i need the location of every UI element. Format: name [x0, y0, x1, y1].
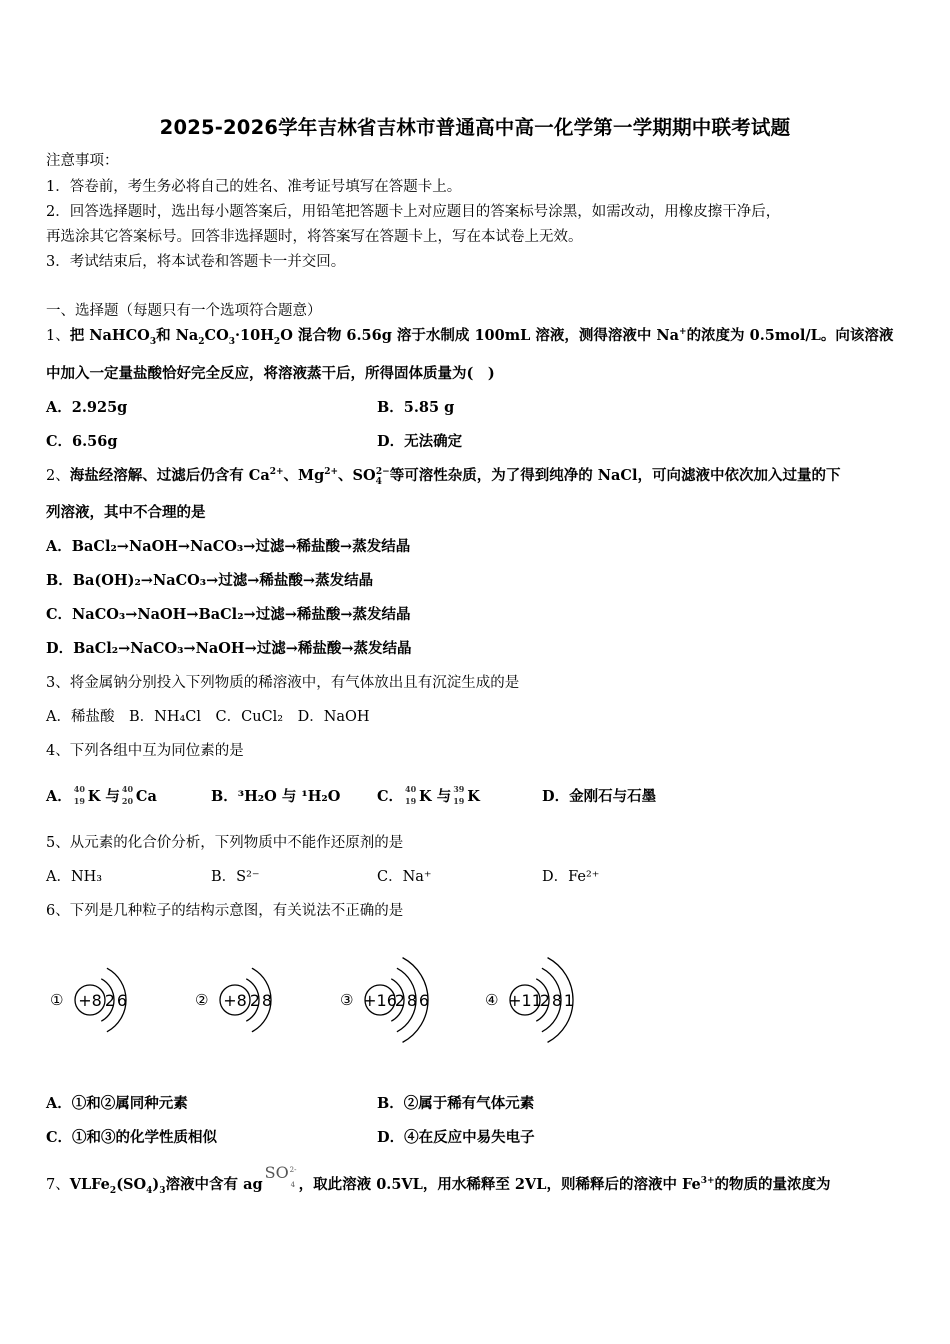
atom-label: ③	[340, 991, 354, 1009]
atomic-number: 19	[453, 796, 465, 806]
question-6-stem	[46, 902, 403, 920]
shell-electron-count: 8	[261, 991, 273, 1010]
q7-text: )	[152, 1176, 160, 1193]
shell-electron-count: 6	[418, 991, 430, 1010]
q2-text: 海盐经溶解、过滤后仍含有 Ca	[69, 467, 270, 484]
q2-option-d[interactable]: D．BaCl₂→NaCO₃→NaOH→过滤→稀盐酸→蒸发结晶	[46, 640, 412, 657]
q7-text: 溶液中含有 ag	[165, 1176, 263, 1193]
question-1-stem-cont: 中加入一定量盐酸恰好完全反应，将溶液蒸干后，所得固体质量为( )	[46, 365, 495, 382]
q1-sub: 2	[273, 336, 281, 347]
q7-sub: 2	[109, 1185, 117, 1196]
shell-electron-count: 1	[563, 991, 575, 1010]
q6-text: 下列是几种粒子的结构示意图，有关说法不正确的是	[69, 903, 404, 919]
notice-item: 3．考试结束后，将本试卷和答题卡一并交回。	[46, 254, 346, 270]
mass-number: 40	[73, 784, 85, 794]
isotope-notation	[120, 784, 136, 806]
q1-text: CO	[204, 327, 229, 344]
nucleus-charge: +8	[78, 991, 102, 1010]
shell-electron-count: 6	[116, 991, 128, 1010]
q1-text: 把 NaHCO	[69, 327, 150, 344]
nucleus-charge: +8	[223, 991, 247, 1010]
option-text: K	[467, 788, 480, 805]
atom-diagram	[340, 958, 429, 1043]
q4-text: 下列各组中互为同位素的是	[69, 743, 244, 759]
atomic-number: 19	[405, 796, 417, 806]
q7-text: ，取此溶液 0.5VL，用水稀释至 2VL，则稀释后的溶液中 Fe	[298, 1176, 701, 1193]
shell-electron-count: 8	[406, 991, 418, 1010]
question-number: 3、	[46, 675, 70, 691]
atom-diagram	[485, 958, 574, 1043]
q4-option-b[interactable]: B．³H₂O 与 ¹H₂O	[211, 788, 341, 805]
q3-text: 将金属钠分别投入下列物质的稀溶液中，有气体放出且有沉淀生成的是	[69, 675, 520, 691]
atom-structure-diagrams	[40, 940, 620, 1060]
shell-electron-count: 2	[104, 991, 116, 1010]
q5-option-b[interactable]: B．S²⁻	[211, 869, 260, 885]
atomic-number: 19	[73, 796, 85, 806]
nucleus-charge: +16	[363, 991, 397, 1010]
q1-sub: 2	[198, 336, 205, 347]
question-3-stem	[46, 674, 519, 692]
q7-sub: 4	[146, 1185, 153, 1196]
isotope-notation	[451, 784, 467, 806]
shell-electron-count: 8	[551, 991, 563, 1010]
q1-sub: 3	[228, 336, 235, 347]
atom-label: ②	[195, 991, 209, 1009]
q2-text: 、SO	[338, 467, 376, 484]
q4-option-c[interactable]	[377, 784, 480, 806]
q5-option-d[interactable]: D．Fe²⁺	[542, 869, 600, 885]
atom-diagram	[50, 968, 127, 1032]
q2-option-c[interactable]: C．NaCO₃→NaOH→BaCl₂→过滤→稀盐酸→蒸发结晶	[46, 606, 411, 623]
question-2-stem	[46, 467, 840, 485]
q2-text: 、Mg	[283, 467, 325, 484]
atom-label: ④	[485, 991, 499, 1009]
q2-option-a[interactable]: A．BaCl₂→NaOH→NaCO₃→过滤→稀盐酸→蒸发结晶	[46, 538, 411, 555]
nucleus-charge: +11	[508, 991, 542, 1010]
q6-option-d[interactable]: D．④在反应中易失电子	[377, 1129, 535, 1146]
q1-text: 的浓度为 0.5mol/L。向该溶液	[686, 327, 894, 344]
q5-option-c[interactable]: C．Na⁺	[377, 869, 432, 885]
q7-text: (SO	[116, 1176, 147, 1193]
mass-number: 40	[405, 784, 417, 794]
q5-option-a[interactable]: A．NH₃	[46, 869, 103, 885]
isotope-notation	[72, 784, 88, 806]
question-number: 5、	[46, 835, 70, 851]
option-label: A．	[46, 788, 72, 805]
q7-text: 的物质的量浓度为	[714, 1176, 831, 1193]
option-label: C．	[377, 788, 404, 805]
q3-options[interactable]: A．稀盐酸 B．NH₄Cl C．CuCl₂ D．NaOH	[46, 709, 370, 725]
q4-option-d[interactable]: D．金刚石与石墨	[542, 788, 657, 805]
q2-sup: 2+	[269, 467, 284, 478]
question-number: 7、	[46, 1177, 70, 1193]
ion-charge: 2-	[289, 1166, 297, 1174]
question-2-stem-cont: 列溶液，其中不合理的是	[46, 504, 206, 521]
question-5-stem	[46, 834, 403, 852]
option-text: K 与	[419, 788, 452, 805]
question-number: 4、	[46, 743, 70, 759]
q6-option-b[interactable]: B．②属于稀有气体元素	[377, 1095, 535, 1112]
isotope-notation	[403, 784, 419, 806]
question-4-stem	[46, 742, 244, 760]
question-number: 2、	[46, 468, 70, 484]
q7-sup: 3+	[700, 1176, 715, 1187]
mass-number: 40	[121, 784, 134, 794]
q2-sup: 2−	[375, 467, 390, 478]
atom-label: ①	[50, 991, 64, 1009]
q1-sub: 3	[149, 336, 157, 347]
q1-option-b[interactable]: B．5.85 g	[377, 399, 455, 416]
atomic-number: 20	[121, 796, 134, 806]
q1-text: O 混合物 6.56g 溶于水制成 100mL 溶液，测得溶液中 Na	[280, 327, 680, 344]
page-title: 2025-2026学年吉林省吉林市普通高中高一化学第一学期期中联考试题	[159, 116, 791, 139]
notice-item: 1．答卷前，考生务必将自己的姓名、准考证号填写在答题卡上。	[46, 179, 462, 195]
q1-option-c[interactable]: C．6.56g	[46, 433, 118, 450]
question-7-stem	[46, 1163, 831, 1196]
question-number: 6、	[46, 903, 70, 919]
q7-sub: 3	[159, 1185, 166, 1196]
notice-item: 再选涂其它答案标号。回答非选择题时，将答案写在答题卡上，写在本试卷上无效。	[46, 229, 583, 245]
question-1-stem	[46, 327, 893, 345]
q1-option-a[interactable]: A．2.925g	[46, 399, 128, 416]
q6-option-c[interactable]: C．①和③的化学性质相似	[46, 1129, 218, 1146]
q4-option-a[interactable]	[46, 784, 157, 806]
ion-subscript: 4	[290, 1181, 296, 1189]
q6-option-a[interactable]: A．①和②属同种元素	[46, 1095, 188, 1112]
notice-heading: 注意事项：	[46, 153, 119, 169]
question-number: 1、	[46, 328, 70, 344]
q7-text: VLFe	[69, 1176, 110, 1193]
shell-electron-count: 2	[394, 991, 406, 1010]
q5-text: 从元素的化合价分析，下列物质中不能作还原剂的是	[69, 835, 404, 851]
q1-text: 和 Na	[156, 327, 199, 344]
q2-sub: 4	[375, 476, 382, 487]
option-text: Ca	[135, 788, 157, 805]
q1-sup: +	[679, 327, 687, 338]
q2-option-b[interactable]: B．Ba(OH)₂→NaCO₃→过滤→稀盐酸→蒸发结晶	[46, 572, 374, 589]
atom-diagram	[195, 968, 272, 1032]
sulfate-ion-formula	[263, 1163, 299, 1194]
mass-number: 39	[453, 784, 465, 794]
shell-electron-count: 2	[249, 991, 261, 1010]
notice-item: 2．回答选择题时，选出每小题答案后，用铅笔把答题卡上对应题目的答案标号涂黑，如需改动，用橡皮擦干净后，	[46, 204, 781, 220]
section-heading: 一、选择题（每题只有一个选项符合题意）	[46, 303, 322, 319]
shell-electron-count: 2	[539, 991, 551, 1010]
q2-sup: 2+	[324, 467, 339, 478]
q1-option-d[interactable]: D．无法确定	[377, 433, 463, 450]
q1-text: ·10H	[234, 327, 274, 344]
option-text: K 与	[87, 788, 120, 805]
q2-text: 等可溶性杂质，为了得到纯净的 NaCl，可向滤液中依次加入过量的下	[389, 467, 841, 484]
ion-symbol: SO	[264, 1163, 289, 1182]
